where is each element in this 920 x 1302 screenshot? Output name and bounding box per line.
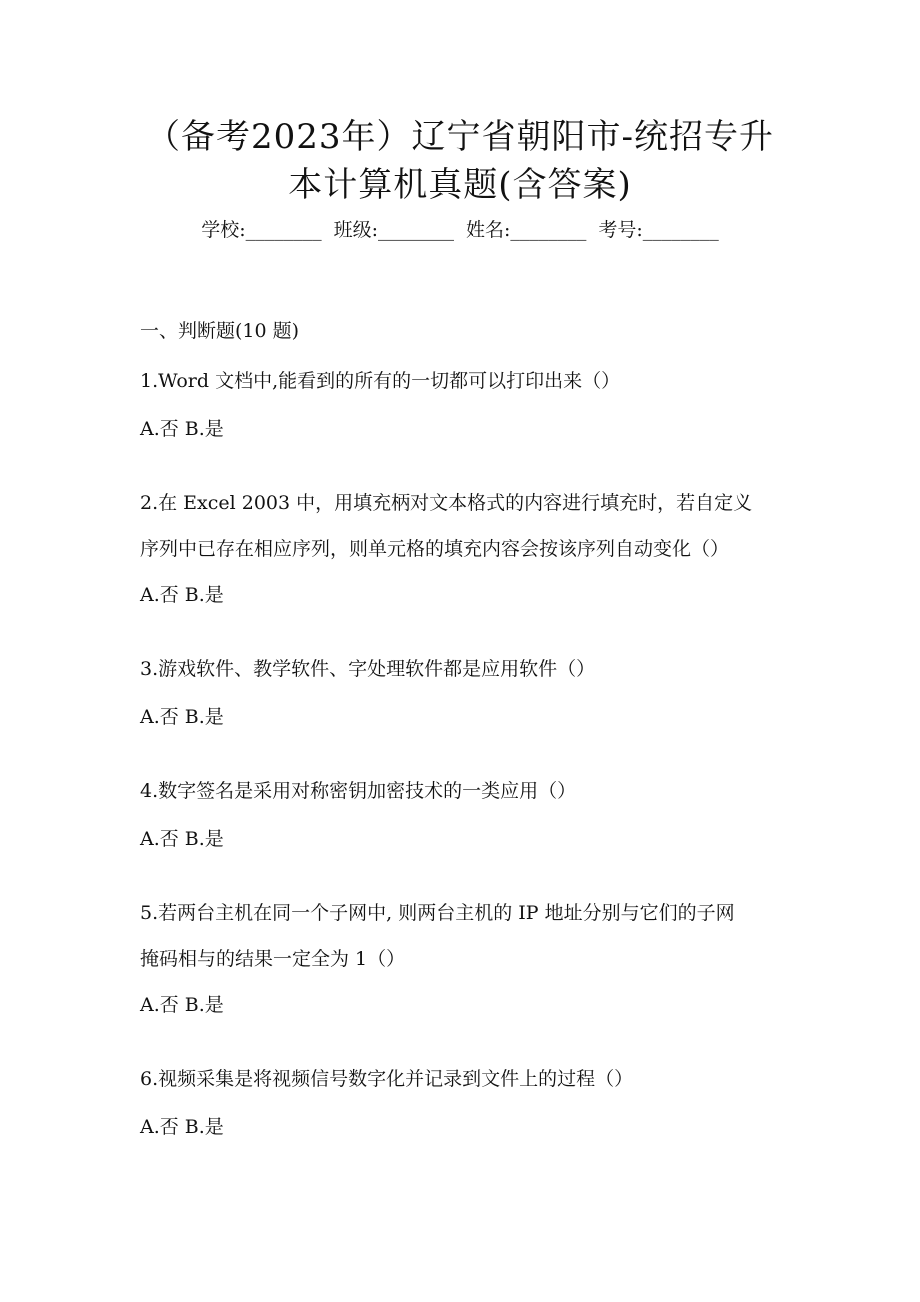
class-field: 班级:________ bbox=[333, 219, 454, 241]
question-options: A.否 B.是 bbox=[140, 1116, 224, 1138]
question-text: 6.视频采集是将视频信号数字化并记录到文件上的过程（） bbox=[140, 1068, 634, 1090]
question-options: A.否 B.是 bbox=[140, 706, 224, 728]
question-4 bbox=[140, 778, 790, 852]
school-field: 学校:________ bbox=[201, 219, 322, 241]
question-text-continued: 掩码相与的结果一定全为 1（） bbox=[140, 948, 406, 970]
question-options: A.否 B.是 bbox=[140, 994, 224, 1016]
question-6 bbox=[140, 1066, 790, 1140]
question-text: 2.在 Excel 2003 中，用填充柄对文本格式的内容进行填充时，若自定义 bbox=[140, 492, 753, 514]
question-options: A.否 B.是 bbox=[140, 418, 224, 440]
question-5 bbox=[140, 900, 790, 1018]
question-text-continued: 序列中已存在相应序列，则单元格的填充内容会按该序列自动变化（） bbox=[140, 538, 730, 560]
question-3 bbox=[140, 656, 790, 730]
question-text: 3.游戏软件、教学软件、字处理软件都是应用软件（） bbox=[140, 658, 596, 680]
section-heading: 一、判断题(10 题) bbox=[140, 320, 300, 342]
name-field: 姓名:________ bbox=[466, 219, 587, 241]
document-title-line-2: 本计算机真题(含答案) bbox=[288, 165, 632, 205]
question-options: A.否 B.是 bbox=[140, 584, 224, 606]
document-title-line-1: （备考2023年）辽宁省朝阳市-统招专升 bbox=[145, 117, 774, 157]
question-text: 4.数字签名是采用对称密钥加密技术的一类应用（） bbox=[140, 780, 577, 802]
question-text: 5.若两台主机在同一个子网中, 则两台主机的 IP 地址分别与它们的子网 bbox=[140, 902, 735, 924]
question-list bbox=[140, 318, 790, 1188]
question-text: 1.Word 文档中,能看到的所有的一切都可以打印出来（） bbox=[140, 370, 621, 392]
question-1 bbox=[140, 368, 790, 442]
student-info-line bbox=[0, 216, 920, 244]
question-options: A.否 B.是 bbox=[140, 828, 224, 850]
question-2 bbox=[140, 490, 790, 608]
exam-number-field: 考号:________ bbox=[598, 219, 719, 241]
